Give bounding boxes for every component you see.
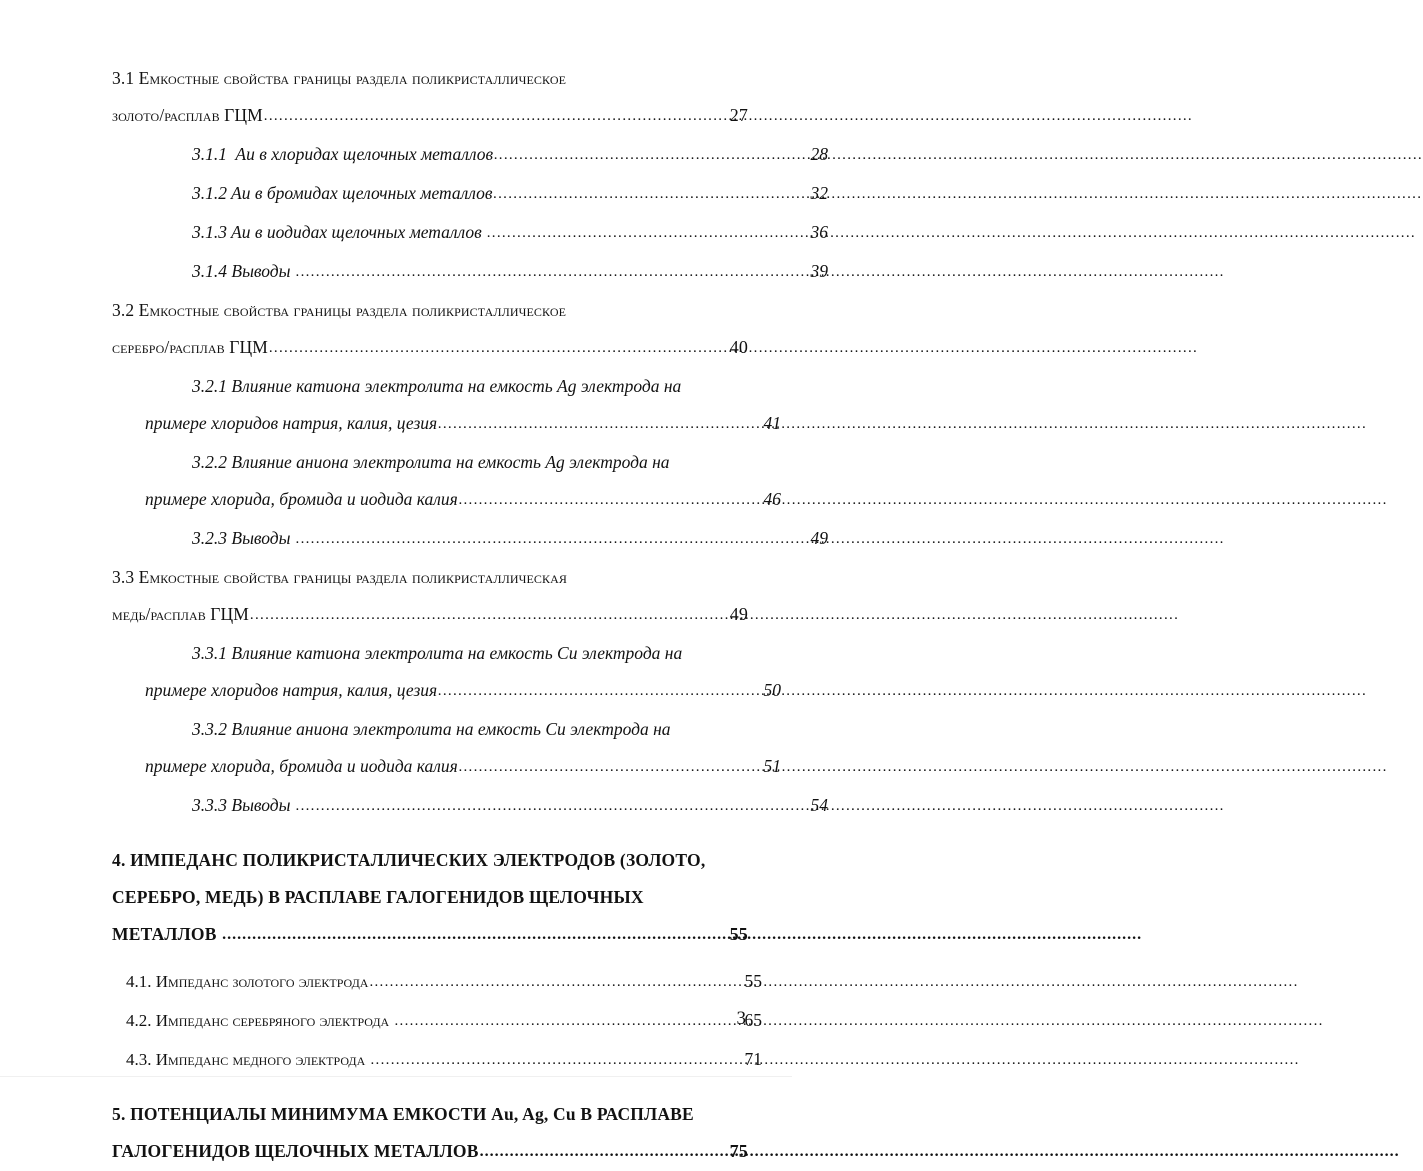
dot-leader [493, 174, 807, 213]
toc-entry-3-2-2-text: примере хлорида, бромида и иодида калия [145, 489, 458, 509]
toc-entry-chapter-4-line2: СЕРЕБРО, МЕДЬ) В РАСПЛАВЕ ГАЛОГЕНИДОВ ЩЕЛОЧНЫХ [112, 887, 644, 907]
toc-entry-3-3-3-text: 3.3.3 Выводы [192, 795, 295, 815]
section-spacer [112, 1080, 748, 1096]
dot-leader [296, 519, 808, 558]
dot-leader [438, 671, 760, 710]
dot-leader [394, 1001, 741, 1040]
toc-page-number: 65 [744, 1010, 762, 1030]
toc-page-number: 54 [810, 795, 828, 815]
toc-entry-3-1-4[interactable] [112, 253, 828, 292]
dot-leader [269, 328, 727, 367]
toc-entry-3-3-3[interactable] [112, 787, 828, 826]
toc-entry-chapter-5-text: ГАЛОГЕНИДОВ ЩЕЛОЧНЫХ МЕТАЛЛОВ [112, 1141, 479, 1161]
toc-page-number: 46 [763, 489, 781, 509]
toc-entry-3-1-3-text: 3.1.3 Au в иодидах щелочных металлов [192, 222, 487, 242]
toc-entry-3-1[interactable] [112, 60, 748, 136]
toc-page-number: 49 [810, 528, 828, 548]
dot-leader [459, 480, 761, 519]
toc-entry-3-2-3-text: 3.2.3 Выводы [192, 528, 295, 548]
toc-entry-3-2-3[interactable] [112, 520, 828, 559]
toc-entry-3-1-1[interactable] [112, 136, 828, 175]
toc-page-number: 51 [763, 756, 781, 776]
page-folio-number: 3 [736, 1008, 746, 1029]
toc-entry-3-3-2-line2 [112, 748, 781, 787]
toc-entry-3-3-2-line1: 3.3.2 Влияние аниона электролита на емкость Cu электрода на [192, 719, 671, 739]
toc-entry-3-2-line1: 3.2 Емкостные свойства границы раздела поликристаллическое [112, 300, 567, 320]
dot-leader [250, 595, 727, 634]
dot-leader [371, 1040, 742, 1079]
toc-entry-3-2-1-line2 [112, 405, 781, 444]
dot-leader [487, 213, 807, 252]
toc-entry-4-1-text: 4.1. Импеданс золотого электрода [126, 972, 369, 991]
toc-entry-3-1-2[interactable] [112, 175, 828, 214]
toc-page-number: 49 [729, 604, 748, 624]
toc-page-number: 41 [763, 413, 781, 433]
dot-leader [296, 786, 808, 825]
toc-entry-chapter-5-line2 [112, 1133, 748, 1171]
dot-leader [222, 915, 726, 953]
toc-entry-4-1[interactable] [112, 963, 762, 1002]
toc-entry-3-2-2-line1: 3.2.2 Влияние аниона электролита на емкость Ag электрода на [192, 452, 670, 472]
toc-entry-chapter-4[interactable] [112, 842, 748, 954]
dot-leader [459, 747, 761, 786]
toc-entry-4-3[interactable] [112, 1041, 762, 1080]
toc-entry-3-2-1-line1: 3.2.1 Влияние катиона электролита на емкость Ag электрода на [192, 376, 682, 396]
toc-entry-chapter-4-text: МЕТАЛЛОВ [112, 924, 222, 944]
toc-entry-3-3[interactable] [112, 559, 748, 635]
toc-page-number: 71 [744, 1049, 762, 1069]
toc-page-number: 75 [729, 1141, 748, 1161]
toc-entry-3-1-1-text: 3.1.1 Au в хлоридах щелочных металлов [192, 144, 494, 164]
dot-leader [480, 1132, 727, 1170]
toc-entry-3-2-text: серебро/расплав ГЦМ [112, 337, 268, 357]
toc-entry-3-3-text: медь/расплав ГЦМ [112, 604, 249, 624]
toc-entry-3-1-line2 [112, 97, 748, 136]
toc-entry-3-3-1-text: примере хлоридов натрия, калия, цезия [145, 680, 438, 700]
toc-page-number: 27 [729, 105, 748, 125]
toc-entry-3-1-text: золото/расплав ГЦМ [112, 105, 263, 125]
toc-entry-3-3-1[interactable] [112, 635, 781, 711]
toc-entry-chapter-5[interactable] [112, 1096, 748, 1171]
dot-leader [369, 962, 741, 1001]
toc-entry-chapter-5-line1: 5. ПОТЕНЦИАЛЫ МИНИМУМА ЕМКОСТИ Au, Ag, Cu В РАСПЛАВЕ [112, 1104, 694, 1124]
toc-page-number: 55 [744, 971, 762, 991]
toc-entry-3-2-2-line2 [112, 481, 781, 520]
toc-page-number: 40 [729, 337, 748, 357]
toc-entry-3-3-1-line1: 3.3.1 Влияние катиона электролита на емкость Cu электрода на [192, 643, 683, 663]
toc-entry-4-3-text: 4.3. Импеданс медного электрода [126, 1050, 370, 1069]
dot-leader [438, 404, 760, 443]
table-of-contents [112, 60, 828, 1171]
toc-entry-4-2-text: 4.2. Импеданс серебряного электрода [126, 1011, 394, 1030]
toc-entry-3-1-line1: 3.1 Емкостные свойства границы раздела поликристаллическое [112, 68, 567, 88]
toc-page-number: 36 [810, 222, 828, 242]
toc-entry-3-3-2[interactable] [112, 711, 781, 787]
toc-entry-3-3-2-text: примере хлорида, бромида и иодида калия [145, 756, 458, 776]
dot-leader [296, 252, 808, 291]
dot-leader [264, 96, 727, 135]
toc-entry-3-3-line2 [112, 596, 748, 635]
toc-page-number: 55 [729, 924, 748, 944]
toc-entry-3-1-2-text: 3.1.2 Au в бромидах щелочных металлов [192, 183, 493, 203]
toc-page-number: 50 [763, 680, 781, 700]
toc-page-number: 32 [810, 183, 828, 203]
section-spacer [112, 826, 748, 842]
toc-page-number: 28 [810, 144, 828, 164]
toc-entry-chapter-4-line3 [112, 916, 748, 954]
toc-entry-4-2[interactable] [112, 1002, 762, 1041]
dot-leader [494, 135, 807, 174]
toc-entry-3-2-1[interactable] [112, 368, 781, 444]
toc-entry-3-1-4-text: 3.1.4 Выводы [192, 261, 295, 281]
toc-entry-3-2-2[interactable] [112, 444, 781, 520]
toc-entry-3-2-line2 [112, 329, 748, 368]
toc-page-number: 39 [810, 261, 828, 281]
toc-entry-3-3-line1: 3.3 Емкостные свойства границы раздела поликристаллическая [112, 567, 567, 587]
toc-entry-3-2[interactable] [112, 292, 748, 368]
toc-entry-3-3-1-line2 [112, 672, 781, 711]
toc-entry-3-2-1-text: примере хлоридов натрия, калия, цезия [145, 413, 438, 433]
toc-entry-chapter-4-line1: 4. ИМПЕДАНС ПОЛИКРИСТАЛЛИЧЕСКИХ ЭЛЕКТРОДОВ (ЗОЛОТО, [112, 850, 706, 870]
page-bottom-edge [0, 1076, 792, 1077]
toc-entry-3-1-3[interactable] [112, 214, 828, 253]
